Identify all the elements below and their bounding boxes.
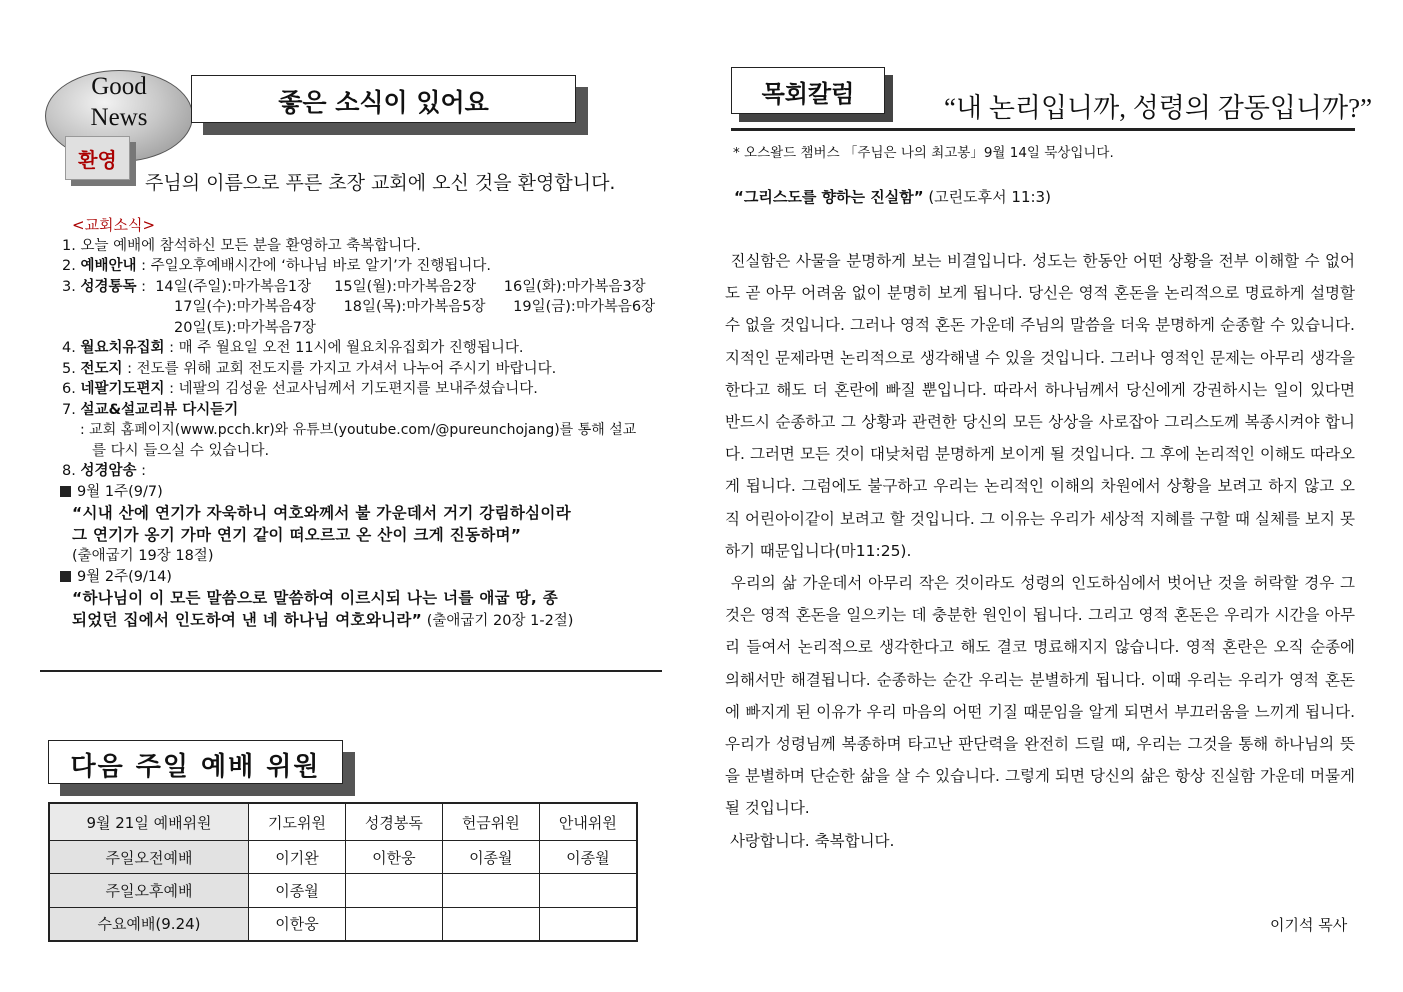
table-row [49, 841, 637, 874]
table-cell: 이한웅 [249, 907, 346, 941]
square-bullet-icon [60, 486, 71, 497]
memory-verse: 되었던 집에서 인도하여 낸 네 하나님 여호와니라” (출애굽기 20장 1-2절) [72, 611, 574, 629]
table-cell: 이종월 [249, 874, 346, 907]
table-cell [442, 874, 539, 907]
column-title: “내 논리입니까, 성령의 감동입니까?” [944, 93, 1373, 123]
worship-duty-table [48, 802, 638, 942]
table-header-cell: 헌금위원 [442, 803, 539, 841]
logo-good-text: Good [91, 73, 147, 100]
divider [40, 670, 662, 672]
column-paragraph: 진실함은 사물을 분명하게 보는 비결입니다. 성도는 한동안 어떤 상황을 전부 이해할 수 없어도 곧 아무 어려움 없이 분명히 보게 됩니다. 당신은 영적 혼돈을 논리적으로 명료하게 설명할 수 없을 것입니다. 그러나 영적 혼돈 가운데 주님의 말씀을 더욱 분명하게 순종할 수 있습니다. 지적인 문제라면 논리적으로 생각해낼 수 있을 것입니다. 그러나 영적인 문제는 아무리 생각을 한다고 해도 더 혼란에 빠질 뿐입니다. 따라서 하나님께서 당신에게 강권하시는 일이 있다면 반드시 순종하고 그 상황과 관련한 당신의 모든 상상을 사로잡아 그리스도께 복종시켜야 합니다. 그러면 모든 것이 대낮처럼 분명하게 보이게 될 것입니다. 그 후에 논리적인 이해도 따라오게 됩니다. 그럼에도 불구하고 우리는 논리적인 이해의 차원에서 상황을 보려고 하지 않고 오직 어린아이같이 보려고 할 것입니다. 그 이유는 우리가 세상적 지혜를 구할 때 실체를 보지 못하기 때문입니다(마11:25). [725, 252, 1360, 560]
news-item: 6. 네팔기도편지 : 네팔의 김성윤 선교사님께서 기도편지를 보내주셨습니다. [62, 381, 538, 397]
table-cell [539, 907, 637, 941]
column-tag: 목회칼럼 [761, 80, 855, 108]
news-item: 3. 성경통독 : 14일(주일):마가복음1장 15일(월):마가복음2장 16일(화):마가복음3장 [62, 278, 646, 295]
column-body [725, 245, 1360, 857]
table-row-head: 주일오전예배 [49, 841, 249, 874]
table-cell [345, 907, 442, 941]
table-cell: 이한웅 [345, 841, 442, 874]
news-item: 2. 예배안내 : 주일오후예배시간에 ‘하나님 바로 알기’가 진행됩니다. [62, 258, 492, 274]
page-title: 좋은 소식이 있어요 [278, 88, 489, 117]
next-week-title-box [48, 740, 343, 784]
table-cell: 이기완 [249, 841, 346, 874]
table-header-cell: 안내위원 [539, 803, 637, 841]
church-news-heading: <교회소식> [72, 216, 156, 234]
table-cell [442, 907, 539, 941]
next-week-title: 다음 주일 예배 위원 [70, 752, 321, 782]
table-row [49, 907, 637, 941]
column-paragraph: 우리의 삶 가운데서 아무리 작은 것이라도 성령의 인도하심에서 벗어난 것을 허락할 경우 그것은 영적 혼돈을 일으키는 데 충분한 원인이 됩니다. 그리고 영적 혼돈은 우리가 시간을 아무리 들여서 논리적으로 생각한다고 해도 결코 명료해지지 않습니다. 영적 혼란은 오직 순종에 의해서만 해결됩니다. 순종하는 순간 우리는 분별하게 됩니다. 이때 우리는 우리가 영적 혼돈에 빠지게 된 이유가 우리 마음의 어떤 기질 때문임을 알게 되면서 부끄러움을 느끼게 됩니다. 우리가 성령님께 복종하며 타고난 판단력을 완전히 드릴 때, 우리는 그것을 통해 하나님의 뜻을 분별하며 단순한 삶을 살 수 있습니다. 그렇게 되면 당신의 삶은 항상 진실함 가운데 머물게 될 것입니다. [725, 574, 1360, 818]
memory-verse-ref: (출애굽기 19장 18절) [72, 548, 214, 564]
news-item: 4. 월요치유집회 : 매 주 월요일 오전 11시에 월요치유집회가 진행됩니다. [62, 340, 524, 356]
table-row-head: 주일오후예배 [49, 874, 249, 907]
column-divider [731, 128, 1355, 131]
news-item-continued: 17일(수):마가복음4장 18일(목):마가복음5장 19일(금):마가복음6장 [174, 299, 656, 315]
welcome-tag-label: 환영 [78, 148, 117, 172]
news-item: 1. 오늘 예배에 참석하신 모든 분을 환영하고 축복합니다. [62, 237, 421, 254]
table-header-cell: 기도위원 [249, 803, 346, 841]
news-item-continued: : 교회 홈페이지(www.pcch.kr)와 유튜브(youtube.com/@pureunchojang)를 통해 설교 [80, 422, 637, 438]
memory-verse: “시내 산에 연기가 자욱하니 여호와께서 불 가운데서 거기 강림하심이라 [72, 504, 571, 522]
welcome-message: 주님의 이름으로 푸른 초장 교회에 오신 것을 환영합니다. [145, 172, 616, 194]
table-header-cell: 성경봉독 [345, 803, 442, 841]
memory-verse: 그 연기가 옹기 가마 연기 같이 떠오르고 온 산이 크게 진동하며” [72, 526, 522, 544]
news-item: 7. 설교&설교리뷰 다시듣기 [62, 401, 239, 418]
column-subtitle: “그리스도를 향하는 진실함” (고린도후서 11:3) [734, 188, 1051, 206]
good-news-title-box [191, 75, 576, 123]
news-item-continued: 를 다시 들으실 수 있습니다. [92, 442, 270, 459]
table-cell: 이종월 [442, 841, 539, 874]
table-header-row [49, 803, 637, 841]
table-cell: 이종월 [539, 841, 637, 874]
news-item: 5. 전도지 : 전도를 위해 교회 전도지를 가지고 가셔서 나누어 주시기 바랍니다. [62, 360, 557, 377]
table-row [49, 874, 637, 907]
table-header-cell: 9월 21일 예배위원 [49, 803, 249, 841]
table-cell [539, 874, 637, 907]
table-cell [345, 874, 442, 907]
memory-verse: “하나님이 이 모든 말씀으로 말씀하여 이르시되 나는 너를 애굽 땅, 종 [72, 589, 559, 607]
column-note: * 오스왈드 챔버스 「주님은 나의 최고봉」9월 14일 묵상입니다. [733, 145, 1114, 161]
column-tag-box [731, 67, 885, 114]
news-item-continued: 20일(토):마가복음7장 [174, 319, 316, 336]
table-row-head: 수요예배(9.24) [49, 907, 249, 941]
memory-week: 9월 2주(9/14) [60, 567, 682, 588]
logo-news-text: News [90, 104, 148, 131]
square-bullet-icon [60, 571, 71, 582]
news-item: 8. 성경암송 : [62, 463, 146, 479]
welcome-tag [65, 136, 130, 180]
memory-week: 9월 1주(9/7) [60, 482, 682, 503]
column-signature: 이기석 목사 [1270, 916, 1348, 934]
column-paragraph: 사랑합니다. 축복합니다. [725, 831, 895, 850]
church-news-section [62, 215, 682, 632]
